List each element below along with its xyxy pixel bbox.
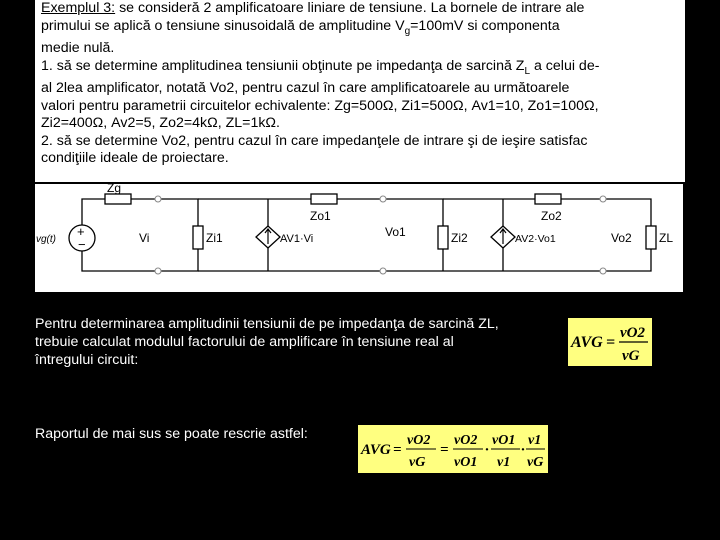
terminal-node [380, 268, 386, 274]
formula-2-eq: = [393, 442, 402, 458]
formula-2-lhs: AVG [361, 442, 391, 458]
frac-3-num: vO1 [492, 433, 516, 448]
frac-1-num: vO2 [407, 433, 431, 448]
problem-line-4: 1. să se determine amplitudinea tensiunii obţinute pe impedanţa de sarcină $Z_L$ a celui de- [41, 57, 600, 77]
frac-4-num: v1 [528, 433, 542, 448]
problem-line-8: 2. să se determine Vo2, pentru cazul în care impedanţele de intrare şi de ieşire satisfac [41, 132, 588, 149]
problem-line-5: al 2lea amplificator, notată Vo2, pentru cazul în care amplificatoarele au următoarele [41, 80, 570, 97]
zi1-resistor [193, 226, 203, 249]
frac-4-den: vG [527, 455, 544, 470]
example-title: Exemplul 3: [41, 0, 116, 16]
circuit-svg [35, 184, 683, 292]
terminal-node [600, 268, 606, 274]
terminal-node [380, 196, 386, 202]
formula-1-eq: = [606, 334, 616, 351]
zl-resistor [646, 226, 656, 249]
vo2-label: Vo2 [611, 231, 632, 245]
zi2-label: Zi2 [451, 231, 468, 245]
frac-1-den: vG [409, 455, 426, 470]
zo2-resistor [535, 194, 561, 204]
source-plus: + [77, 224, 85, 239]
paragraph-1-line-1: Pentru determinarea amplitudinii tensiunii de pe impedanţa de sarcină ZL, [35, 316, 499, 332]
paragraph-2-line-1: Raportul de mai sus se poate rescrie astfel: [35, 426, 308, 442]
paragraph-1-line-2: trebuie calculat modulul factorului de amplificare în tensiune real al [35, 333, 454, 350]
paragraph-2 [35, 426, 308, 444]
problem-line-7: Zi2=400Ω, Av2=5, Zo2=4kΩ, ZL=1kΩ. [41, 115, 280, 132]
zi2-resistor [438, 226, 448, 249]
formula-1-numerator: vO2 [620, 325, 645, 341]
zo1-label: Zo1 [310, 209, 331, 223]
paragraph-1 [35, 316, 499, 369]
terminal-node [155, 196, 161, 202]
problem-line-9: condiţiile ideale de proiectare. [41, 150, 229, 167]
source-minus: − [78, 237, 86, 252]
frac-2-den: vO1 [454, 455, 478, 470]
terminal-node [155, 268, 161, 274]
zi1-label: Zi1 [206, 231, 223, 245]
dot-2: · [521, 442, 525, 458]
formula-avg-basic [568, 318, 652, 366]
circuit-diagram [35, 184, 683, 292]
formula-1-lhs: AVG [571, 334, 603, 351]
zo1-resistor [311, 194, 337, 204]
dot-1: · [485, 442, 489, 458]
formula-2-eq-2: = [440, 442, 449, 458]
av2vo1-label: AV2·Vo1 [515, 233, 556, 245]
zg-resistor [105, 194, 131, 204]
problem-line-2: primului se aplică o tensiune sinusoidală de amplitudine $V_g=100mV$ si componenta [41, 17, 560, 37]
problem-line-6: valori pentru parametrii circuitelor echivalente: Zg=500Ω, Zi1=500Ω, Av1=10, Zo1=100Ω, [41, 97, 599, 114]
formula-1-denominator: vG [622, 348, 640, 364]
zg-label: Zg [107, 184, 122, 195]
terminal-node [600, 196, 606, 202]
av1vi-label: AV1·Vi [280, 233, 314, 245]
zl-label: ZL [659, 231, 674, 245]
problem-line-1: Exemplul 3: se consideră 2 amplificatoare liniare de tensiune. La bornele de intrare ale [41, 0, 585, 16]
paragraph-1-line-3: întregului circuit: [35, 351, 139, 368]
vo1-label: Vo1 [385, 225, 406, 239]
frac-2-num: vO2 [454, 433, 478, 448]
problem-statement [35, 0, 685, 182]
zo2-label: Zo2 [541, 209, 562, 223]
vi-label: Vi [139, 231, 150, 245]
problem-line-3: medie nulă. [41, 40, 115, 57]
vg-label: vg(t) [36, 234, 56, 245]
frac-3-den: v1 [497, 455, 511, 470]
formula-avg-expanded [358, 425, 548, 473]
